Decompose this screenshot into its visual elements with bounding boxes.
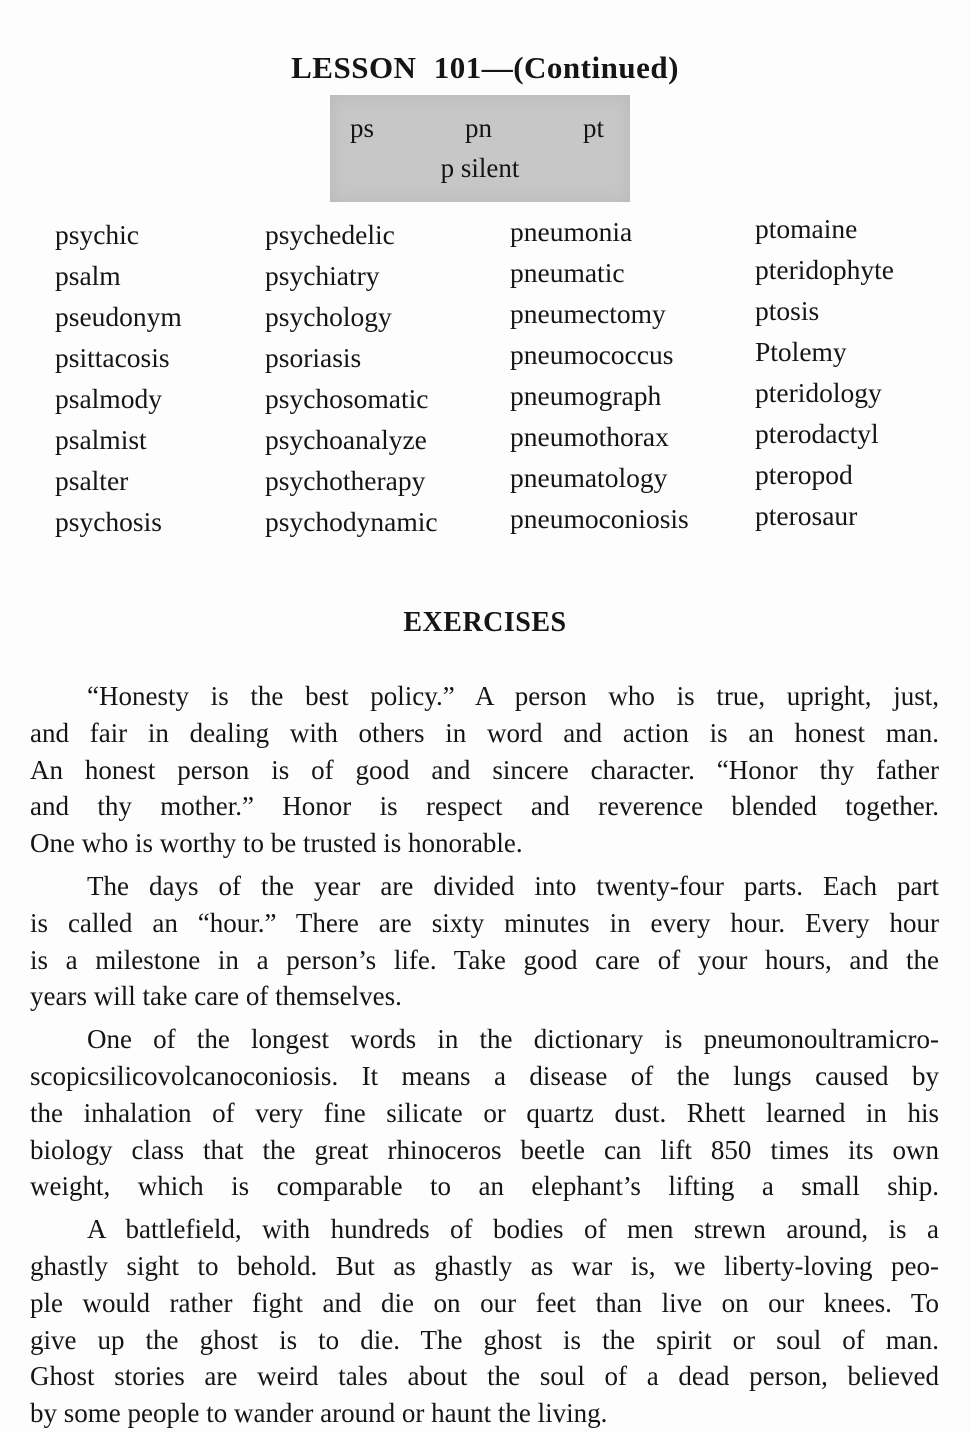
exercise-paragraph (30, 868, 939, 1015)
text-line: ghastly sight to behold. But as ghastly as war is, we liberty-loving peo- (30, 1250, 939, 1281)
word-item: psalter (55, 465, 129, 496)
word-item: pneumothorax (510, 421, 669, 452)
word-item: psychology (265, 301, 392, 332)
word-item: psalm (55, 260, 121, 291)
text-line: and fair in dealing with others in word and action is an honest man. (30, 717, 939, 748)
word-item: Ptolemy (755, 336, 847, 367)
phonics-box (330, 95, 630, 202)
word-item: pneumatic (510, 257, 625, 288)
word-item: pneumatology (510, 462, 668, 493)
exercise-paragraph (30, 678, 939, 862)
phonics-note: p silent (440, 153, 520, 183)
text-line: “Honesty is the best policy.” A person who is true, upright, just, (87, 681, 939, 711)
word-item: pseudonym (55, 301, 182, 332)
text-line: The days of the year are divided into twenty-four parts. Each part (87, 870, 939, 901)
word-item: pteridophyte (755, 254, 894, 285)
word-item: psychoanalyze (265, 424, 427, 455)
text-line: by some people to wander around or haunt the living. (30, 1398, 608, 1429)
word-item: pneumograph (510, 380, 662, 411)
exercise-paragraph (30, 1211, 939, 1432)
text-line: is a milestone in a person’s life. Take good care of your hours, and the (30, 944, 939, 975)
text-line: scopicsilicovolcanoconiosis. It means a disease of the lungs caused by (30, 1060, 939, 1091)
text-line: is called an “hour.” There are sixty minutes in every hour. Every hour (30, 907, 939, 938)
word-item: ptomaine (755, 213, 858, 244)
word-item: psalmist (55, 424, 147, 455)
text-line: and thy mother.” Honor is respect and reverence blended together. (30, 791, 939, 822)
phonics-prefix-ps: ps (350, 113, 375, 143)
word-item: psalmody (55, 383, 162, 414)
text-line: A battlefield, with hundreds of bodies of men strewn around, is a (87, 1214, 939, 1245)
word-item: pterosaur (755, 500, 858, 531)
word-item: pteridology (755, 377, 882, 408)
text-line: One who is worthy to be trusted is honorable. (30, 828, 523, 859)
word-item: pneumococcus (510, 339, 674, 370)
text-line: the inhalation of very fine silicate or quartz dust. Rhett learned in his (30, 1097, 939, 1128)
word-item: pneumectomy (510, 298, 666, 329)
word-item: pneumonia (510, 216, 633, 247)
word-item: psychodynamic (265, 506, 438, 537)
text-line: ple would rather fight and die on our feet than live on our knees. To (30, 1287, 939, 1318)
word-item: psychedelic (265, 219, 395, 250)
word-item: psychotherapy (265, 465, 426, 496)
phonics-prefix-row (330, 95, 630, 143)
text-line: biology class that the great rhinoceros beetle can lift 850 times its own (30, 1134, 939, 1165)
exercise-paragraph (30, 1021, 939, 1205)
word-item: psychosomatic (265, 383, 429, 414)
text-line: One of the longest words in the dictionary is pneumonoultramicro- (87, 1024, 939, 1055)
word-item: psittacosis (55, 342, 170, 373)
exercises-body (30, 678, 939, 1432)
word-item: pneumoconiosis (510, 503, 689, 534)
exercises-heading: EXERCISES (403, 607, 567, 638)
text-line: weight, which is comparable to an elephant’s lifting a small ship. (30, 1171, 939, 1202)
text-line: give up the ghost is to die. The ghost is the spirit or soul of man. (30, 1324, 939, 1355)
text-line: An honest person is of good and sincere character. “Honor thy father (30, 754, 939, 785)
phonics-prefix-pt: pt (582, 113, 604, 143)
phonics-prefix-pn: pn (465, 113, 492, 143)
word-item: psychosis (55, 506, 162, 537)
word-item: pteropod (755, 459, 853, 490)
word-item: psoriasis (265, 342, 362, 373)
page-title: LESSON 101—(Continued) (291, 50, 679, 85)
word-list (55, 213, 940, 546)
word-item: ptosis (755, 295, 820, 326)
word-item: pterodactyl (755, 418, 879, 449)
word-item: psychiatry (265, 260, 380, 291)
text-line: years will take care of themselves. (30, 981, 402, 1012)
word-item: psychic (55, 219, 140, 250)
text-line: Ghost stories are weird tales about the soul of a dead person, believed (30, 1361, 939, 1392)
